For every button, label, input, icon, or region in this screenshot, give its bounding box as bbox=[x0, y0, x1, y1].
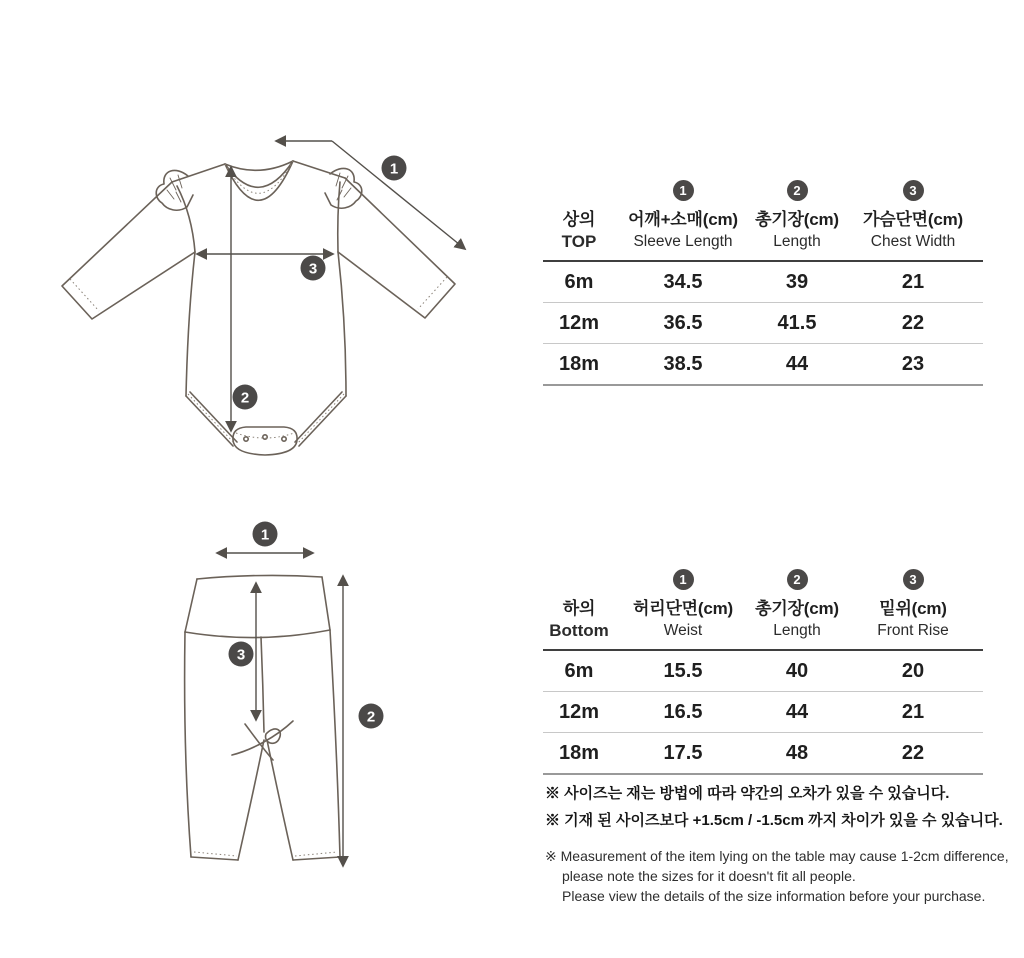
circled-1-badge: 1 bbox=[673, 569, 694, 590]
table-row bbox=[543, 303, 983, 344]
table-row bbox=[543, 733, 983, 775]
size-label: 6m bbox=[564, 271, 594, 293]
column-label-en: Sleeve Length bbox=[633, 233, 733, 250]
measurement-value: 22 bbox=[901, 312, 925, 334]
leggings-hem-stitching bbox=[194, 852, 337, 856]
svg-text:2: 2 bbox=[240, 389, 250, 407]
measurement-value: 41.5 bbox=[777, 312, 817, 334]
column-label-ko: 밑위(cm) bbox=[879, 599, 947, 618]
measurement-value: 48 bbox=[785, 742, 809, 764]
measurement-value: 34.5 bbox=[663, 271, 703, 293]
note-en-line1: ※ Measurement of the item lying on the table may cause 1-2cm difference, bbox=[545, 848, 1009, 864]
column-label-en: Front Rise bbox=[877, 622, 949, 639]
svg-text:2: 2 bbox=[366, 708, 376, 726]
bottom-column-header-3 bbox=[843, 569, 983, 641]
note-ko-line1: ※ 사이즈는 재는 방법에 따라 약간의 오차가 있을 수 있습니다. bbox=[545, 785, 950, 802]
measurement-value: 44 bbox=[785, 353, 809, 375]
measurement-value: 16.5 bbox=[663, 701, 703, 723]
column-label-ko: 가슴단면(cm) bbox=[863, 210, 963, 229]
top-category-ko: 상의 bbox=[562, 210, 596, 229]
measurement-value: 17.5 bbox=[663, 742, 703, 764]
column-label-en: Length bbox=[773, 233, 821, 250]
circled-2-badge: 2 bbox=[787, 180, 808, 201]
circled-3-badge: 3 bbox=[903, 180, 924, 201]
leggings-outline bbox=[185, 575, 340, 860]
circled-2-badge: 2 bbox=[787, 569, 808, 590]
column-label-en: Length bbox=[773, 622, 821, 639]
measurement-value: 44 bbox=[785, 701, 809, 723]
svg-text:1: 1 bbox=[389, 160, 399, 178]
bodysuit-badge-1 bbox=[382, 156, 407, 181]
table-row bbox=[543, 651, 983, 692]
top-category-cell bbox=[543, 208, 615, 252]
measurement-value: 22 bbox=[901, 742, 925, 764]
bottom-column-header-1 bbox=[615, 569, 751, 641]
leggings-badge-2 bbox=[359, 704, 384, 729]
table-row bbox=[543, 344, 983, 386]
top-table-header bbox=[543, 180, 983, 262]
size-label: 6m bbox=[564, 660, 594, 682]
svg-text:3: 3 bbox=[308, 260, 318, 278]
bottom-category-en: Bottom bbox=[549, 621, 609, 640]
measurement-value: 40 bbox=[785, 660, 809, 682]
circled-3-badge: 3 bbox=[903, 569, 924, 590]
column-label-en: Weist bbox=[663, 622, 703, 639]
top-column-header-3 bbox=[843, 180, 983, 252]
note-en-line3: Please view the details of the size information before your purchase. bbox=[562, 888, 986, 904]
svg-text:1: 1 bbox=[260, 526, 270, 544]
bottom-category-ko: 하의 bbox=[562, 599, 596, 618]
measurement-value: 21 bbox=[901, 271, 925, 293]
size-label: 18m bbox=[558, 742, 600, 764]
bodysuit-diagram bbox=[40, 100, 510, 490]
leggings-badge-1 bbox=[253, 522, 278, 547]
bottom-column-header-2 bbox=[751, 569, 843, 641]
column-label-ko: 어깨+소매(cm) bbox=[628, 210, 738, 229]
bodysuit-badge-3 bbox=[301, 256, 326, 281]
measurement-value: 23 bbox=[901, 353, 925, 375]
notes-korean bbox=[545, 780, 1003, 834]
size-label: 12m bbox=[558, 701, 600, 723]
measurement-value: 15.5 bbox=[663, 660, 703, 682]
svg-text:3: 3 bbox=[236, 646, 246, 664]
measurement-value: 36.5 bbox=[663, 312, 703, 334]
column-label-ko: 허리단면(cm) bbox=[633, 599, 733, 618]
bottom-table-header bbox=[543, 569, 983, 651]
top-category-en: TOP bbox=[561, 232, 597, 251]
notes-english bbox=[545, 846, 1009, 906]
note-ko-line2: ※ 기재 된 사이즈보다 +1.5cm / -1.5cm 까지 차이가 있을 수 있습니다. bbox=[545, 812, 1003, 829]
bottom-size-table bbox=[543, 569, 983, 775]
size-label: 12m bbox=[558, 312, 600, 334]
top-size-table bbox=[543, 180, 983, 386]
note-en-line2: please note the sizes for it doesn't fit all people. bbox=[562, 868, 856, 884]
measurement-value: 39 bbox=[785, 271, 809, 293]
top-column-header-1 bbox=[615, 180, 751, 252]
bodysuit-badge-2 bbox=[233, 385, 258, 410]
measurement-value: 21 bbox=[901, 701, 925, 723]
circled-1-badge: 1 bbox=[673, 180, 694, 201]
measurement-value: 38.5 bbox=[663, 353, 703, 375]
measurement-value: 20 bbox=[901, 660, 925, 682]
leggings-measure-arrows bbox=[217, 553, 343, 866]
bodysuit-outline bbox=[62, 161, 455, 455]
bottom-category-cell bbox=[543, 597, 615, 641]
size-label: 18m bbox=[558, 353, 600, 375]
leggings-badge-3 bbox=[229, 642, 254, 667]
leggings-diagram bbox=[150, 510, 450, 910]
column-label-ko: 총기장(cm) bbox=[755, 210, 839, 229]
table-row bbox=[543, 692, 983, 733]
column-label-en: Chest Width bbox=[870, 233, 956, 250]
bodysuit-stitch-lines bbox=[70, 161, 447, 444]
column-label-ko: 총기장(cm) bbox=[755, 599, 839, 618]
top-column-header-2 bbox=[751, 180, 843, 252]
table-row bbox=[543, 262, 983, 303]
